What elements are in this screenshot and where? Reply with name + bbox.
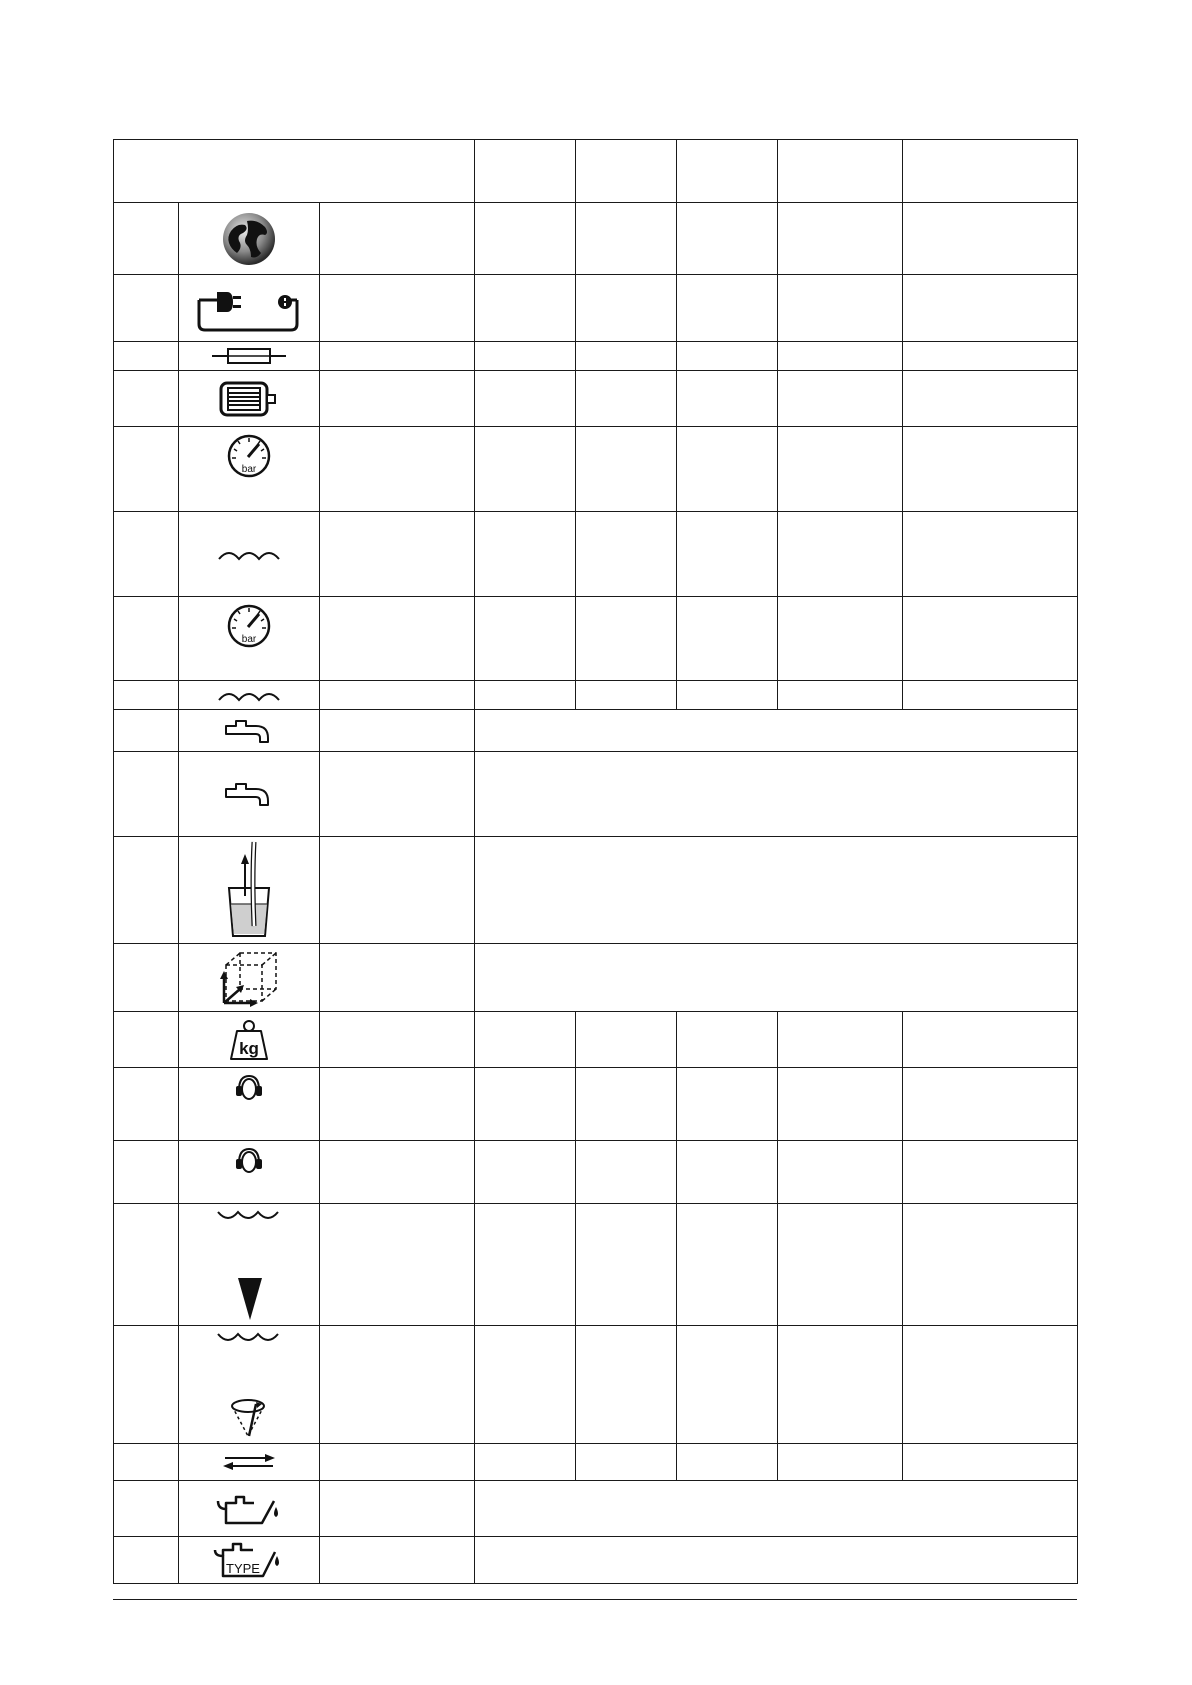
value-cell-4 <box>778 342 903 371</box>
icon-cell <box>179 1068 320 1141</box>
value-cell-5 <box>903 1444 1078 1481</box>
value-cell-2 <box>576 342 677 371</box>
table-row <box>114 944 1078 1012</box>
icon-cell <box>179 512 320 597</box>
value-cell-2 <box>576 597 677 681</box>
value-cell-5 <box>903 203 1078 275</box>
value-cell-1 <box>475 681 576 710</box>
value-cell-3 <box>677 371 778 427</box>
value-cell-2 <box>576 371 677 427</box>
parameter-label-cell <box>320 1444 475 1481</box>
value-cell-4 <box>778 371 903 427</box>
icon-cell <box>179 1326 320 1444</box>
header-cell-model-2 <box>576 140 677 203</box>
icon-cell <box>179 1012 320 1068</box>
water-level-triangle-icon <box>216 1210 282 1322</box>
value-cell-2 <box>576 1204 677 1326</box>
header-cell-label <box>114 140 475 203</box>
merged-value-cell <box>475 752 1078 837</box>
icon-cell <box>179 1481 320 1537</box>
parameter-label-cell <box>320 342 475 371</box>
value-cell-5 <box>903 512 1078 597</box>
value-cell-5 <box>903 371 1078 427</box>
table-row <box>114 752 1078 837</box>
motor-icon <box>217 380 281 418</box>
value-cell-3 <box>677 275 778 342</box>
value-cell-3 <box>677 1068 778 1141</box>
icon-cell <box>179 837 320 944</box>
value-cell-1 <box>475 275 576 342</box>
weight-icon <box>229 1019 269 1061</box>
icon-cell <box>179 1141 320 1204</box>
row-number-cell <box>114 1444 179 1481</box>
value-cell-2 <box>576 275 677 342</box>
value-cell-5 <box>903 1326 1078 1444</box>
value-cell-5 <box>903 275 1078 342</box>
oil-can-icon <box>214 1489 284 1529</box>
table-row <box>114 1537 1078 1584</box>
table-row <box>114 1012 1078 1068</box>
value-cell-4 <box>778 1444 903 1481</box>
table-row <box>114 1481 1078 1537</box>
value-cell-2 <box>576 1012 677 1068</box>
header-cell-model-3 <box>677 140 778 203</box>
gauge-unit-label: bar <box>241 634 257 645</box>
row-number-cell <box>114 1141 179 1204</box>
value-cell-1 <box>475 342 576 371</box>
icon-cell <box>179 1444 320 1481</box>
value-cell-4 <box>778 427 903 512</box>
value-cell-1 <box>475 1204 576 1326</box>
value-cell-3 <box>677 427 778 512</box>
value-cell-4 <box>778 512 903 597</box>
value-cell-5 <box>903 681 1078 710</box>
water-surface-icon <box>217 688 281 702</box>
value-cell-5 <box>903 342 1078 371</box>
header-cell-model-5 <box>903 140 1078 203</box>
value-cell-1 <box>475 512 576 597</box>
merged-value-cell <box>475 710 1078 752</box>
parameter-label-cell <box>320 710 475 752</box>
merged-value-cell <box>475 944 1078 1012</box>
parameter-label-cell <box>320 512 475 597</box>
parameter-label-cell <box>320 752 475 837</box>
icon-cell <box>179 371 320 427</box>
row-number-cell <box>114 1537 179 1584</box>
icon-cell <box>179 1204 320 1326</box>
row-number-cell <box>114 1326 179 1444</box>
row-number-cell <box>114 427 179 512</box>
table-row <box>114 710 1078 752</box>
table-row <box>114 275 1078 342</box>
row-number-cell <box>114 1012 179 1068</box>
table-row <box>114 1141 1078 1204</box>
value-cell-4 <box>778 597 903 681</box>
value-cell-1 <box>475 1141 576 1204</box>
value-cell-3 <box>677 203 778 275</box>
value-cell-3 <box>677 1012 778 1068</box>
row-number-cell <box>114 681 179 710</box>
value-cell-3 <box>677 1141 778 1204</box>
oil-type-label: TYPE <box>226 1561 260 1576</box>
parameter-label-cell <box>320 1326 475 1444</box>
dimensions-cube-icon <box>216 949 282 1007</box>
value-cell-3 <box>677 512 778 597</box>
gauge-unit-label: bar <box>241 464 257 475</box>
value-cell-1 <box>475 1444 576 1481</box>
value-cell-2 <box>576 1141 677 1204</box>
header-cell-model-1 <box>475 140 576 203</box>
value-cell-2 <box>576 427 677 512</box>
row-number-cell <box>114 944 179 1012</box>
icon-cell <box>179 427 320 512</box>
weight-unit-label: kg <box>239 1038 259 1058</box>
pressure-gauge-icon <box>226 433 272 479</box>
row-number-cell <box>114 203 179 275</box>
value-cell-4 <box>778 1012 903 1068</box>
row-number-cell <box>114 512 179 597</box>
parameter-label-cell <box>320 1481 475 1537</box>
row-number-cell <box>114 1481 179 1537</box>
value-cell-2 <box>576 1444 677 1481</box>
value-cell-1 <box>475 597 576 681</box>
value-cell-5 <box>903 1141 1078 1204</box>
parameter-label-cell <box>320 1141 475 1204</box>
water-tap-icon <box>224 718 274 744</box>
water-level-rotation-icon <box>216 1332 282 1440</box>
row-number-cell <box>114 342 179 371</box>
table-row <box>114 512 1078 597</box>
merged-value-cell <box>475 1537 1078 1584</box>
parameter-label-cell <box>320 275 475 342</box>
value-cell-5 <box>903 597 1078 681</box>
pressure-gauge-icon <box>226 603 272 649</box>
value-cell-4 <box>778 275 903 342</box>
icon-cell <box>179 752 320 837</box>
row-number-cell <box>114 597 179 681</box>
merged-value-cell <box>475 1481 1078 1537</box>
table-row <box>114 681 1078 710</box>
value-cell-4 <box>778 1141 903 1204</box>
value-cell-1 <box>475 427 576 512</box>
icon-cell <box>179 944 320 1012</box>
value-cell-3 <box>677 1204 778 1326</box>
merged-value-cell <box>475 837 1078 944</box>
table-row <box>114 427 1078 512</box>
value-cell-3 <box>677 342 778 371</box>
value-cell-1 <box>475 1012 576 1068</box>
header-cell-model-4 <box>778 140 903 203</box>
row-number-cell <box>114 1068 179 1141</box>
parameter-label-cell <box>320 597 475 681</box>
table-row <box>114 1444 1078 1481</box>
value-cell-3 <box>677 681 778 710</box>
row-number-cell <box>114 1204 179 1326</box>
row-number-cell <box>114 371 179 427</box>
table-row <box>114 1068 1078 1141</box>
parameter-label-cell <box>320 944 475 1012</box>
parameter-label-cell <box>320 371 475 427</box>
value-cell-5 <box>903 1068 1078 1141</box>
row-number-cell <box>114 275 179 342</box>
parameter-label-cell <box>320 1537 475 1584</box>
icon-cell <box>179 597 320 681</box>
icon-cell <box>179 710 320 752</box>
parameter-label-cell <box>320 427 475 512</box>
icon-cell <box>179 203 320 275</box>
table-row <box>114 1204 1078 1326</box>
bidirectional-arrows-icon <box>221 1452 277 1472</box>
row-number-cell <box>114 752 179 837</box>
header-row <box>114 140 1078 203</box>
value-cell-5 <box>903 1012 1078 1068</box>
value-cell-1 <box>475 1326 576 1444</box>
water-tap-icon <box>224 781 274 807</box>
table-row <box>114 597 1078 681</box>
parameter-label-cell <box>320 837 475 944</box>
table-row <box>114 371 1078 427</box>
value-cell-2 <box>576 512 677 597</box>
specification-table <box>113 139 1078 1584</box>
icon-cell <box>179 1537 320 1584</box>
value-cell-1 <box>475 371 576 427</box>
value-cell-3 <box>677 597 778 681</box>
parameter-label-cell <box>320 1012 475 1068</box>
value-cell-4 <box>778 1204 903 1326</box>
value-cell-3 <box>677 1326 778 1444</box>
ear-protection-icon <box>234 1147 264 1175</box>
suction-depth-glass-icon <box>221 840 277 940</box>
icon-cell <box>179 342 320 371</box>
value-cell-1 <box>475 203 576 275</box>
value-cell-3 <box>677 1444 778 1481</box>
table-row <box>114 342 1078 371</box>
value-cell-2 <box>576 1326 677 1444</box>
footer-divider <box>113 1599 1077 1600</box>
value-cell-5 <box>903 1204 1078 1326</box>
table-row <box>114 203 1078 275</box>
ear-protection-icon <box>234 1074 264 1102</box>
icon-cell <box>179 275 320 342</box>
parameter-label-cell <box>320 1204 475 1326</box>
value-cell-1 <box>475 1068 576 1141</box>
value-cell-2 <box>576 681 677 710</box>
globe-icon <box>221 211 277 267</box>
oil-type-icon <box>211 1540 287 1580</box>
parameter-label-cell <box>320 681 475 710</box>
value-cell-2 <box>576 1068 677 1141</box>
power-plug-icon <box>195 284 303 332</box>
value-cell-5 <box>903 427 1078 512</box>
parameter-label-cell <box>320 1068 475 1141</box>
water-surface-icon <box>217 547 281 561</box>
parameter-label-cell <box>320 203 475 275</box>
table-row <box>114 837 1078 944</box>
icon-cell <box>179 681 320 710</box>
value-cell-4 <box>778 1068 903 1141</box>
fuse-icon <box>212 347 286 365</box>
row-number-cell <box>114 837 179 944</box>
value-cell-4 <box>778 203 903 275</box>
row-number-cell <box>114 710 179 752</box>
value-cell-2 <box>576 203 677 275</box>
value-cell-4 <box>778 1326 903 1444</box>
table-row <box>114 1326 1078 1444</box>
value-cell-4 <box>778 681 903 710</box>
